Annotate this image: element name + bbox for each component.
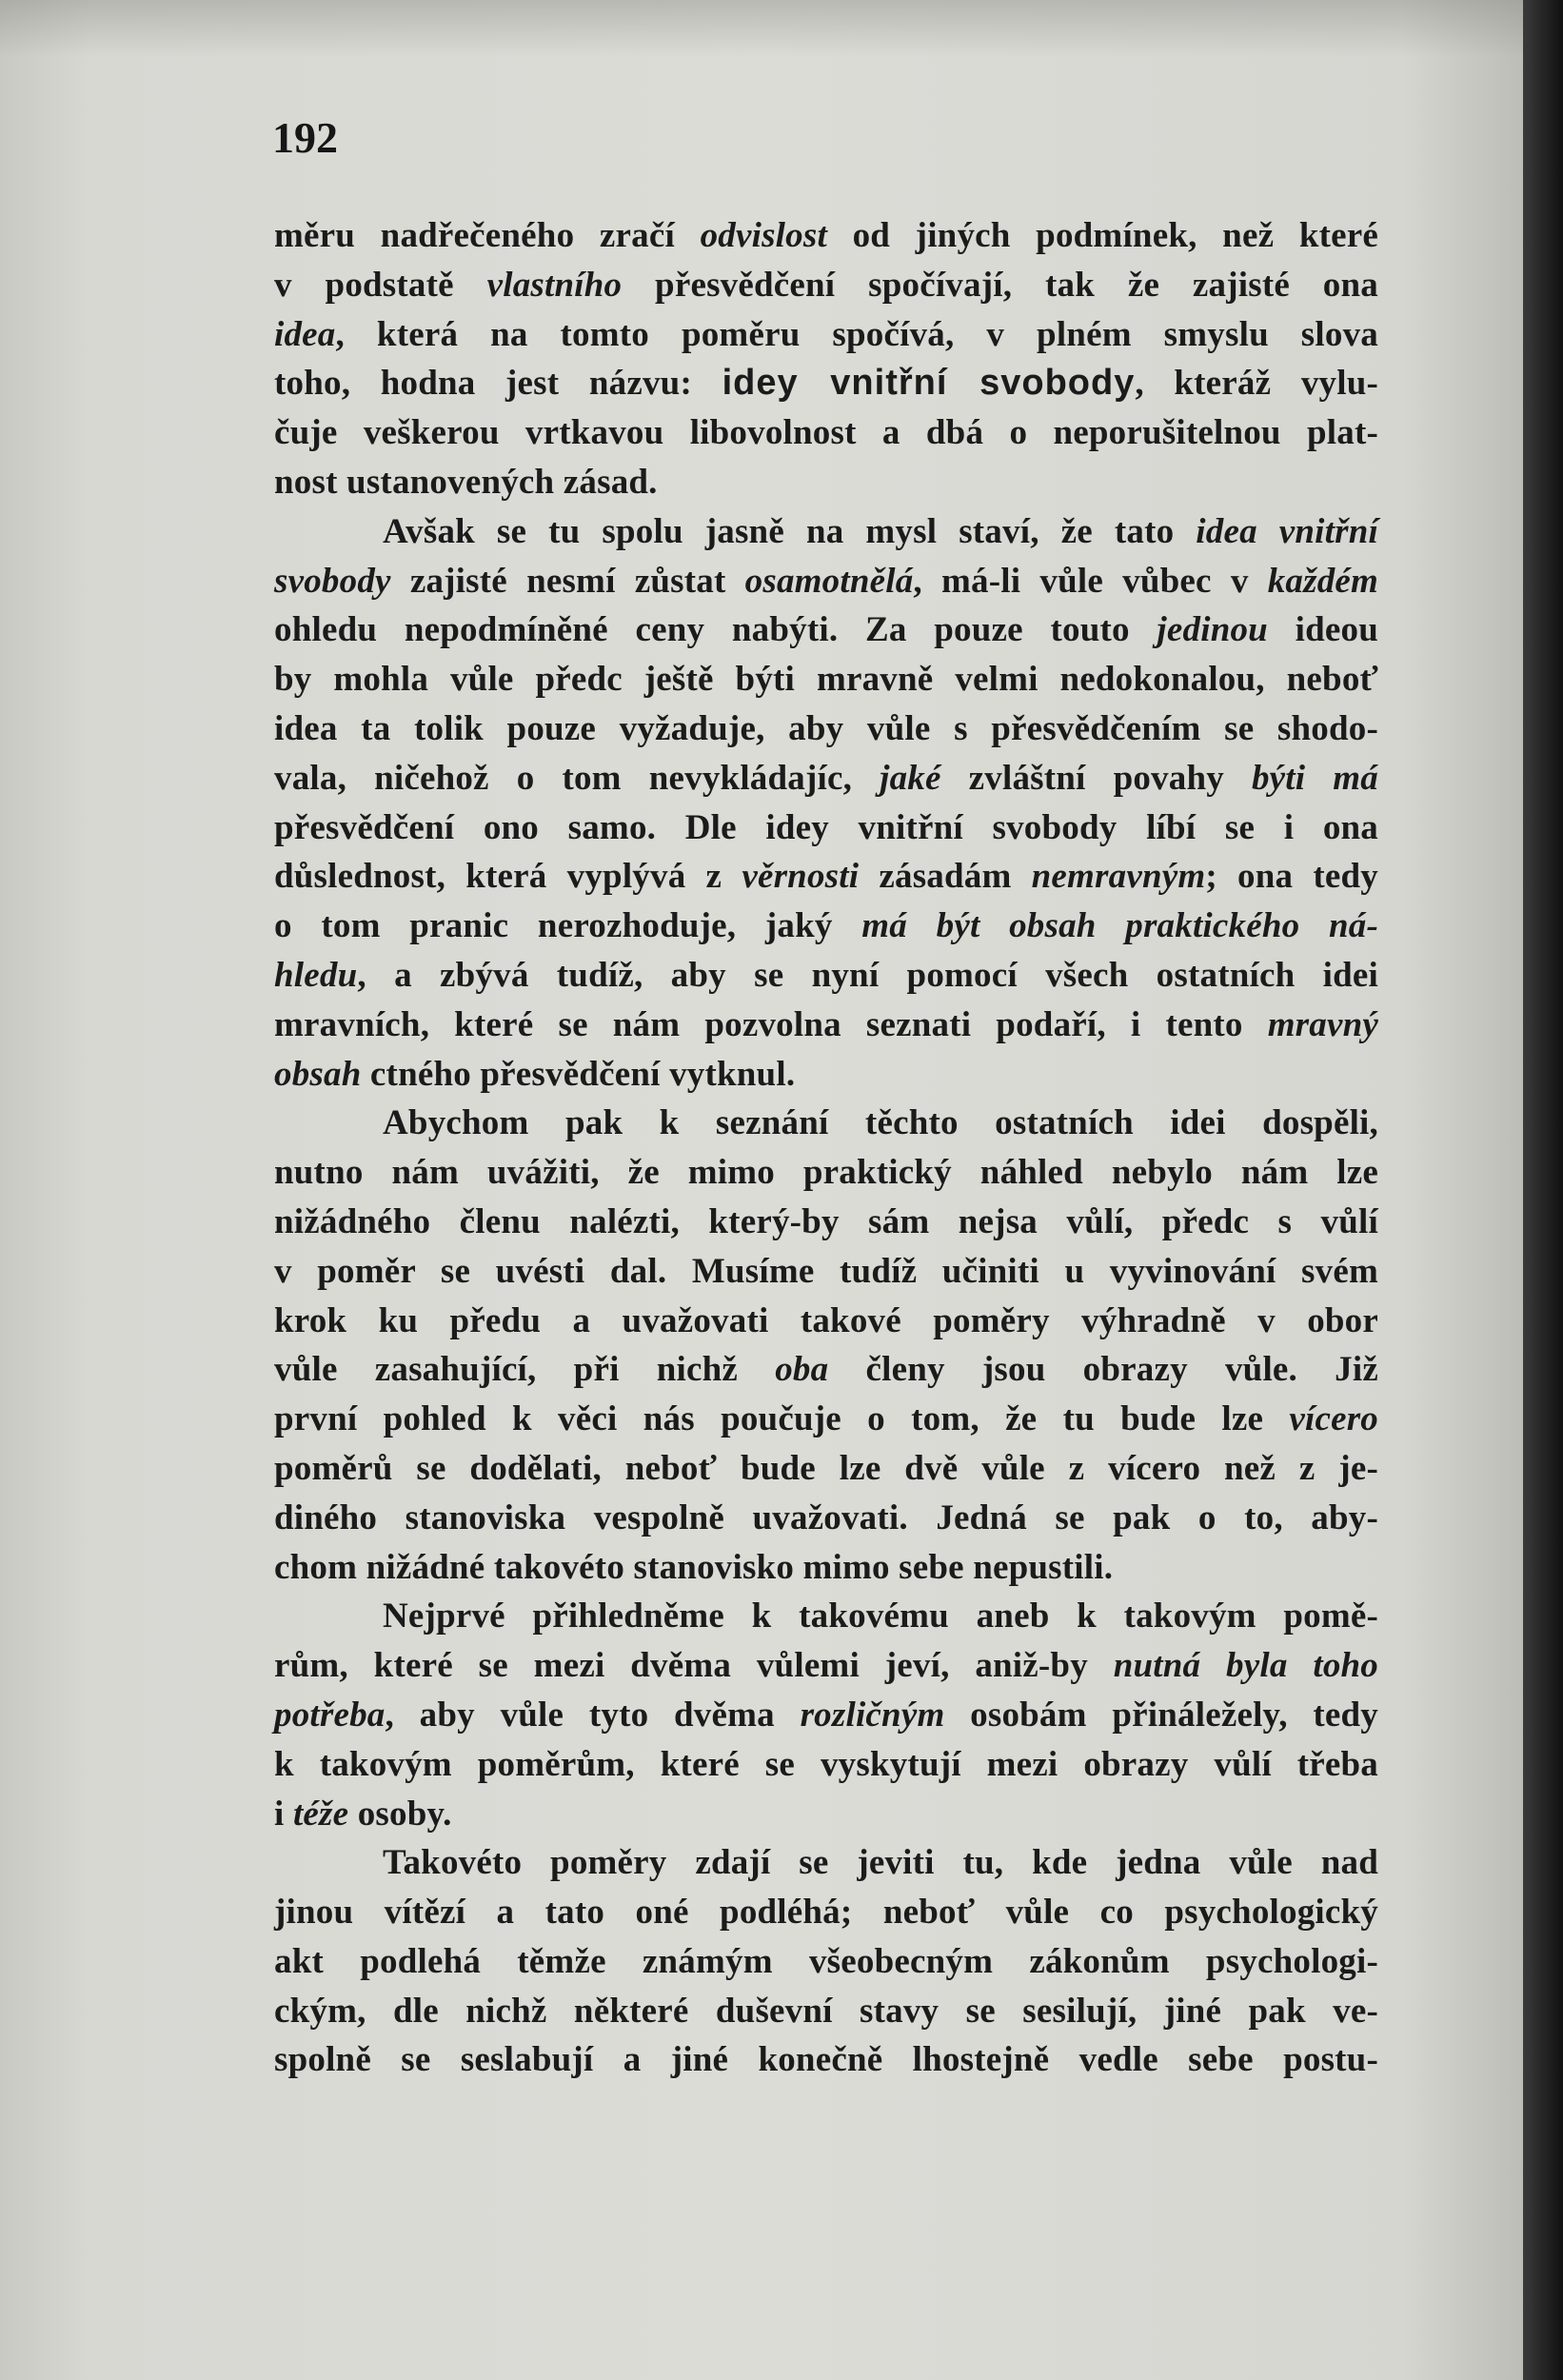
text-run: ohledu nepodmíněné ceny nabýti. Za pouze touto: [274, 610, 1157, 650]
italic-text: osamotnělá: [744, 561, 914, 601]
text-run: přesvědčení spočívají, tak že zajisté ona: [622, 265, 1378, 305]
text-run: ; ona tedy: [1205, 857, 1378, 897]
text-line: [274, 1444, 1378, 1494]
text-line: [274, 1838, 1378, 1888]
text-run: nutno nám uvážiti, že mimo praktický náhled nebylo nám lze: [274, 1153, 1378, 1193]
text-run: čuje veškerou vrtkavou libovolnost a dbá o neporušitelnou plat-: [274, 413, 1378, 453]
text-line: [274, 1395, 1378, 1444]
text-run: zvláštní povahy: [940, 758, 1252, 798]
italic-text: rozličným: [800, 1695, 945, 1735]
text-line: [274, 507, 1378, 557]
text-line: [274, 1790, 1378, 1839]
text-run: chom nižádné takovéto stanovisko mimo sebe nepustili.: [274, 1547, 1114, 1587]
text-run: jinou vítězí a tato oné podléhá; neboť vůle co psychologický: [274, 1893, 1378, 1933]
text-line: [274, 261, 1378, 310]
italic-text: idea vnitřní: [1196, 511, 1378, 551]
italic-text: vícero: [1289, 1399, 1378, 1439]
text-run: spolně se seslabují a jiné konečně lhostejně vedle sebe postu-: [274, 2040, 1378, 2080]
text-line: [274, 1099, 1378, 1148]
text-line: [274, 211, 1378, 261]
italic-text: býti má: [1251, 758, 1378, 798]
text-line: [274, 408, 1378, 458]
text-run: nost ustanovených zásad.: [274, 462, 658, 502]
text-line: [274, 1592, 1378, 1641]
text-line: [274, 1691, 1378, 1740]
text-run: rům, které se mezi dvěma vůlemi jeví, aniž-by: [274, 1646, 1114, 1686]
text-line: [274, 1297, 1378, 1346]
text-run: zásadám: [859, 857, 1032, 897]
text-run: k takovým poměrům, které se vyskytují mezi obrazy vůlí třeba: [274, 1744, 1378, 1784]
text-run: mravních, které se nám pozvolna seznati podaří, i tento: [274, 1004, 1268, 1044]
text-run: by mohla vůle předc ještě býti mravně velmi nedokonalou, neboť: [274, 660, 1378, 700]
text-line: [274, 655, 1378, 704]
italic-text: nemravným: [1031, 857, 1206, 897]
text-run: osoby.: [348, 1794, 452, 1834]
italic-text: jedinou: [1157, 610, 1268, 650]
text-run: toho, hodna jest názvu:: [274, 364, 722, 404]
scan-edge: [1523, 0, 1563, 2380]
text-run: nižádného členu nalézti, který-by sám nejsa vůlí, předc s vůlí: [274, 1201, 1378, 1241]
text-run: důslednost, která vyplývá z: [274, 857, 742, 897]
text-line: [274, 1001, 1378, 1050]
text-line: [274, 1494, 1378, 1543]
text-run: přesvědčení ono samo. Dle idey vnitřní svobody líbí se i ona: [274, 807, 1378, 847]
text-run: v podstatě: [274, 265, 487, 305]
text-run: vala, ničehož o tom nevykládajíc,: [274, 758, 880, 798]
text-run: Abychom pak k seznání těchto ostatních idei dospěli,: [383, 1103, 1378, 1143]
text-line: [274, 557, 1378, 606]
text-run: ctného přesvědčení vytknul.: [361, 1054, 796, 1094]
text-run: krok ku předu a uvažovati takové poměry výhradně v obor: [274, 1300, 1378, 1340]
text-run: poměrů se dodělati, neboť bude lze dvě vůle z vícero než z je-: [274, 1448, 1378, 1488]
text-run: Takovéto poměry zdají se jeviti tu, kde jedna vůle nad: [383, 1843, 1378, 1883]
italic-text: věrnosti: [742, 857, 860, 897]
text-run: Avšak se tu spolu jasně na mysl staví, že tato: [383, 511, 1197, 551]
emphasized-text: idey vnitřní svobody: [722, 363, 1136, 404]
text-line: [274, 1543, 1378, 1593]
text-line: [274, 704, 1378, 754]
italic-text: svobody: [274, 561, 391, 601]
text-line: [274, 1345, 1378, 1395]
text-run: , aby vůle tyto dvěma: [385, 1695, 801, 1735]
text-line: [274, 1641, 1378, 1691]
text-run: ideou: [1267, 610, 1379, 650]
text-run: akt podlehá těmže známým všeobecným zákonům psychologi-: [274, 1941, 1378, 1981]
italic-text: hledu: [274, 955, 358, 995]
text-line: [274, 1888, 1378, 1937]
italic-text: odvislost: [700, 216, 827, 255]
text-line: [274, 1148, 1378, 1198]
text-run: o tom pranic nerozhoduje, jaký: [274, 906, 862, 946]
text-line: [274, 1198, 1378, 1247]
text-run: ckým, dle nichž některé duševní stavy se sesilují, jiné pak ve-: [274, 1991, 1378, 2031]
text-line: [274, 1050, 1378, 1100]
text-run: osobám přináležely, tedy: [944, 1695, 1378, 1735]
italic-text: mravný: [1267, 1004, 1378, 1044]
text-run: i: [274, 1794, 293, 1834]
italic-text: má být obsah praktického ná-: [861, 906, 1378, 946]
italic-text: každém: [1267, 561, 1379, 601]
text-line: [274, 359, 1378, 408]
text-line: [274, 1247, 1378, 1297]
text-run: měru nadřečeného zračí: [274, 216, 701, 255]
text-run: , která na tomto poměru spočívá, v plném smyslu slova: [335, 314, 1378, 354]
text-run: vůle zasahující, při nichž: [274, 1350, 776, 1390]
page-number: 192: [272, 113, 338, 162]
italic-text: téže: [292, 1794, 349, 1834]
italic-text: potřeba: [274, 1695, 386, 1735]
text-line: [274, 803, 1378, 853]
text-line: [274, 902, 1378, 951]
text-line: [274, 1740, 1378, 1790]
italic-text: nutná byla toho: [1113, 1646, 1379, 1686]
text-line: [274, 310, 1378, 360]
text-run: členy jsou obrazy vůle. Již: [828, 1350, 1378, 1390]
italic-text: idea: [274, 314, 336, 354]
text-run: od jiných podmínek, než které: [826, 216, 1378, 255]
text-run: první pohled k věci nás poučuje o tom, že tu bude lze: [274, 1399, 1290, 1439]
text-run: Nejprvé přihledněme k takovému aneb k takovým pomě-: [383, 1597, 1378, 1636]
text-line: [274, 951, 1378, 1001]
italic-text: obsah: [274, 1054, 362, 1094]
text-run: zajisté nesmí zůstat: [390, 561, 745, 601]
italic-text: vlastního: [486, 265, 623, 305]
text-line: [274, 852, 1378, 902]
text-line: [274, 458, 1378, 507]
text-line: [274, 754, 1378, 803]
text-line: [274, 2035, 1378, 2085]
body-text: [274, 211, 1378, 2085]
text-run: , a zbývá tudíž, aby se nyní pomocí všech ostatních idei: [357, 955, 1378, 995]
text-line: [274, 1987, 1378, 2036]
text-line: [274, 605, 1378, 655]
text-run: v poměr se uvésti dal. Musíme tudíž učiniti u vyvinování svém: [274, 1251, 1378, 1291]
italic-text: oba: [775, 1350, 829, 1390]
text-run: diného stanoviska vespolně uvažovati. Jedná se pak o to, aby-: [274, 1497, 1378, 1537]
text-run: , kteráž vylu-: [1135, 364, 1378, 404]
text-run: idea ta tolik pouze vyžaduje, aby vůle s přesvědčením se shodo-: [274, 708, 1378, 748]
text-line: [274, 1937, 1378, 1987]
italic-text: jaké: [880, 758, 941, 798]
text-run: , má-li vůle vůbec v: [913, 561, 1268, 601]
